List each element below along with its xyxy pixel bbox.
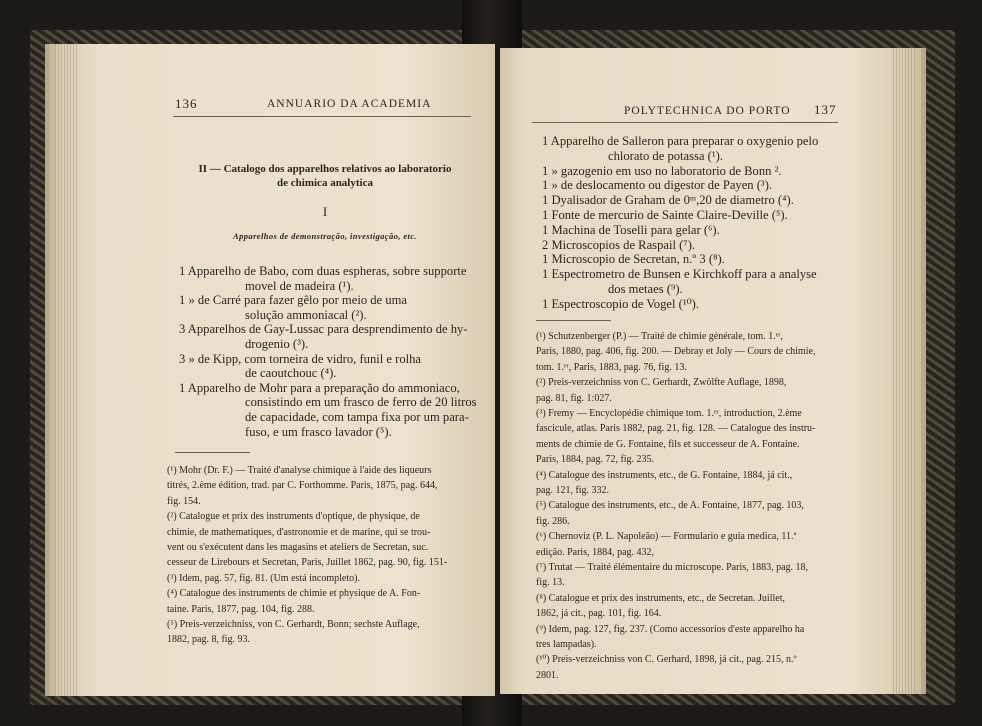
footnote-line: chimie, de mathematiques, d'astronomie et de marine, qui se trou- bbox=[167, 526, 431, 538]
footnote-line: fascicule, atlas. Paris 1882, pag. 21, fig. 128. — Catalogue des instru- bbox=[536, 423, 816, 435]
footnote-line: (³) Fremy — Encyclopédie chimique tom. 1.ᵉʳ, introduction, 2.ème bbox=[536, 408, 802, 419]
footnote-line: pag. 81, fig. 1:027. bbox=[536, 392, 612, 404]
header-rule bbox=[532, 122, 838, 123]
page-number: 136 bbox=[175, 96, 198, 111]
body-line: 1 Espectrometro de Bunsen e Kirchkoff para a analyse bbox=[542, 267, 817, 282]
footnote-line: 1862, já cit., pag. 101, fig. 164. bbox=[536, 608, 662, 620]
body-line: solução ammoniacal (²). bbox=[245, 307, 367, 322]
footnote-line: 2801. bbox=[536, 669, 559, 681]
running-head: ANNUARIO DA ACADEMIA bbox=[267, 98, 432, 110]
section-subtitle: Apparelhos de demonstração, investigação, etc. bbox=[233, 231, 417, 241]
page-edges bbox=[893, 48, 915, 694]
footnote-line: (⁸) Catalogue et prix des instruments, etc., de Secretan. Juillet, bbox=[536, 592, 785, 604]
body-line: 1 Dyalisador de Graham de 0ᵐ,20 de diametro (⁴). bbox=[542, 193, 794, 208]
footnote-line: tres lampadas). bbox=[536, 639, 597, 650]
footnote-line: Paris, 1884, pag. 72, fig. 235. bbox=[536, 454, 655, 466]
footnote-line: (¹) Schutzenberger (P.) — Traité de chimie générale, tom. 1.ᵉʳ, bbox=[536, 331, 783, 342]
left-page bbox=[55, 44, 495, 696]
footnote-line: (³) Idem, pag. 57, fig. 81. (Um está incompleto). bbox=[167, 572, 360, 584]
running-head: POLYTECHNICA DO PORTO bbox=[624, 105, 791, 117]
page-edges bbox=[55, 44, 77, 696]
body-line: fuso, e um frasco lavador (⁵). bbox=[245, 424, 392, 439]
body-line: 1 Apparelho de Mohr para a preparação do ammoniaco, bbox=[179, 380, 460, 395]
body-line: dos metaes (⁹). bbox=[608, 282, 683, 296]
body-line: 1 Microscopio de Secretan, n.º 3 (⁸). bbox=[542, 252, 725, 267]
footnote-line: fig. 154. bbox=[167, 495, 201, 507]
section-title: II — Catalogo dos apparelhos relativos ao laboratorio bbox=[198, 163, 452, 175]
footnote-line: (⁵) Catalogue des instruments, etc., de A. Fontaine, 1877, pag. 103, bbox=[536, 500, 804, 512]
body-line: 1 » de deslocamento ou digestor de Payen (³). bbox=[542, 178, 773, 193]
body-line: 1 » gazogenio em uso no laboratorio de Bonn ². bbox=[542, 163, 782, 178]
page-number: 137 bbox=[814, 102, 837, 117]
footnote-rule bbox=[536, 320, 611, 321]
footnote-line: (¹) Mohr (Dr. F.) — Traité d'analyse chimique à l'aide des liqueurs bbox=[167, 465, 432, 476]
body-line: 3 » de Kipp, com torneira de vidro, funil e rolha bbox=[179, 351, 422, 366]
footnote-line: (⁴) Catalogue des instruments de chimie et physique de A. Fon- bbox=[167, 588, 421, 600]
footnote-line: (⁵) Preis-verzeichniss, von C. Gerhardt, Bonn; sechste Auflage, bbox=[167, 619, 420, 630]
footnote-rule bbox=[175, 452, 250, 453]
footnote-line: (²) Preis-verzeichniss von C. Gerhardt, Zwölfte Auflage, 1898, bbox=[536, 377, 787, 389]
footnote-line: taine. Paris, 1877, pag. 104, fig. 288. bbox=[167, 603, 315, 615]
body-line: 1 Machina de Toselli para gelar (⁶). bbox=[542, 222, 720, 237]
footnote-line: vent ou s'exécutent dans les magasins et ateliers de Secretan, suc. bbox=[167, 542, 429, 553]
body-line: consistindo em um frasco de ferro de 20 litros bbox=[245, 395, 477, 410]
footnote-line: tom. 1.ᵉʳ, Paris, 1883, pag. 76, fig. 13. bbox=[536, 361, 687, 373]
footnote-line: (¹⁰) Preis-verzeichniss von C. Gerhard, 1898, já cit., pag. 215, n.º bbox=[536, 654, 797, 666]
footnote-line: edição. Paris, 1884, pag. 432, bbox=[536, 546, 655, 558]
header-rule bbox=[173, 116, 471, 117]
body-line: 1 Apparelho de Salleron para preparar o oxygenio pelo bbox=[542, 134, 819, 148]
section-title-cont: de chimica analytica bbox=[277, 177, 373, 189]
footnote-line: titrés, 2.ème édition, trad. par C. Forthomme. Paris, 1875, pag. 644, bbox=[167, 480, 438, 492]
body-line: 1 » de Carré para fazer gêlo por meio de uma bbox=[179, 293, 407, 308]
footnote-line: pag. 121, fig. 332. bbox=[536, 485, 610, 496]
footnote-line: fig. 13. bbox=[536, 577, 565, 589]
footnote-line: (⁷) Trutat — Traité élémentaire du microscope. Paris, 1883, pag. 18, bbox=[536, 562, 809, 573]
footnote-line: (⁴) Catalogue des instruments, etc., de G. Fontaine, 1884, já cit., bbox=[536, 469, 793, 481]
section-roman: I bbox=[322, 204, 328, 219]
body-line: movel de madeira (¹). bbox=[245, 278, 354, 293]
footnote-line: ments de chimie de G. Fontaine, fils et successeur de A. Fontaine. bbox=[536, 438, 800, 450]
body-line: 3 Apparelhos de Gay-Lussac para desprendimento de hy- bbox=[179, 322, 468, 337]
body-line: de caoutchouc (⁴). bbox=[245, 366, 337, 381]
footnote-line: Paris, 1880, pag. 406, fig. 200. — Debray et Joly — Cours de chimie, bbox=[536, 346, 816, 358]
footnote-line: 1882, pag. 8, fig. 93. bbox=[167, 634, 251, 646]
body-line: 1 Espectroscopio de Vogel (¹⁰). bbox=[542, 296, 700, 311]
body-line: chlorato de potassa (¹). bbox=[608, 148, 723, 163]
right-page bbox=[500, 48, 915, 694]
body-line: 1 Fonte de mercurio de Sainte Claire-Deville (⁵). bbox=[542, 208, 788, 222]
footnote-line: fig. 286. bbox=[536, 515, 570, 527]
body-line: de capacidade, com tampa fixa por um para- bbox=[245, 410, 469, 424]
footnote-line: (⁹) Idem, pag. 127, fig. 237. (Como accessorios d'este apparelho ha bbox=[536, 623, 805, 635]
body-line: drogenio (³). bbox=[245, 337, 309, 351]
body-line: 2 Microscopios de Raspail (⁷). bbox=[542, 237, 696, 252]
footnote-line: (⁶) Chernoviz (P. L. Napoleão) — Formulario e guia medica, 11.ª bbox=[536, 531, 797, 543]
body-line: 1 Apparelho de Babo, com duas espheras, sobre supporte bbox=[179, 264, 467, 278]
footnote-line: (²) Catalogue et prix des instruments d'optique, de physique, de bbox=[167, 511, 420, 523]
footnote-line: cesseur de Lirebours et Secretan, Paris, Juillet 1862, pag. 90, fig. 151- bbox=[167, 557, 448, 569]
